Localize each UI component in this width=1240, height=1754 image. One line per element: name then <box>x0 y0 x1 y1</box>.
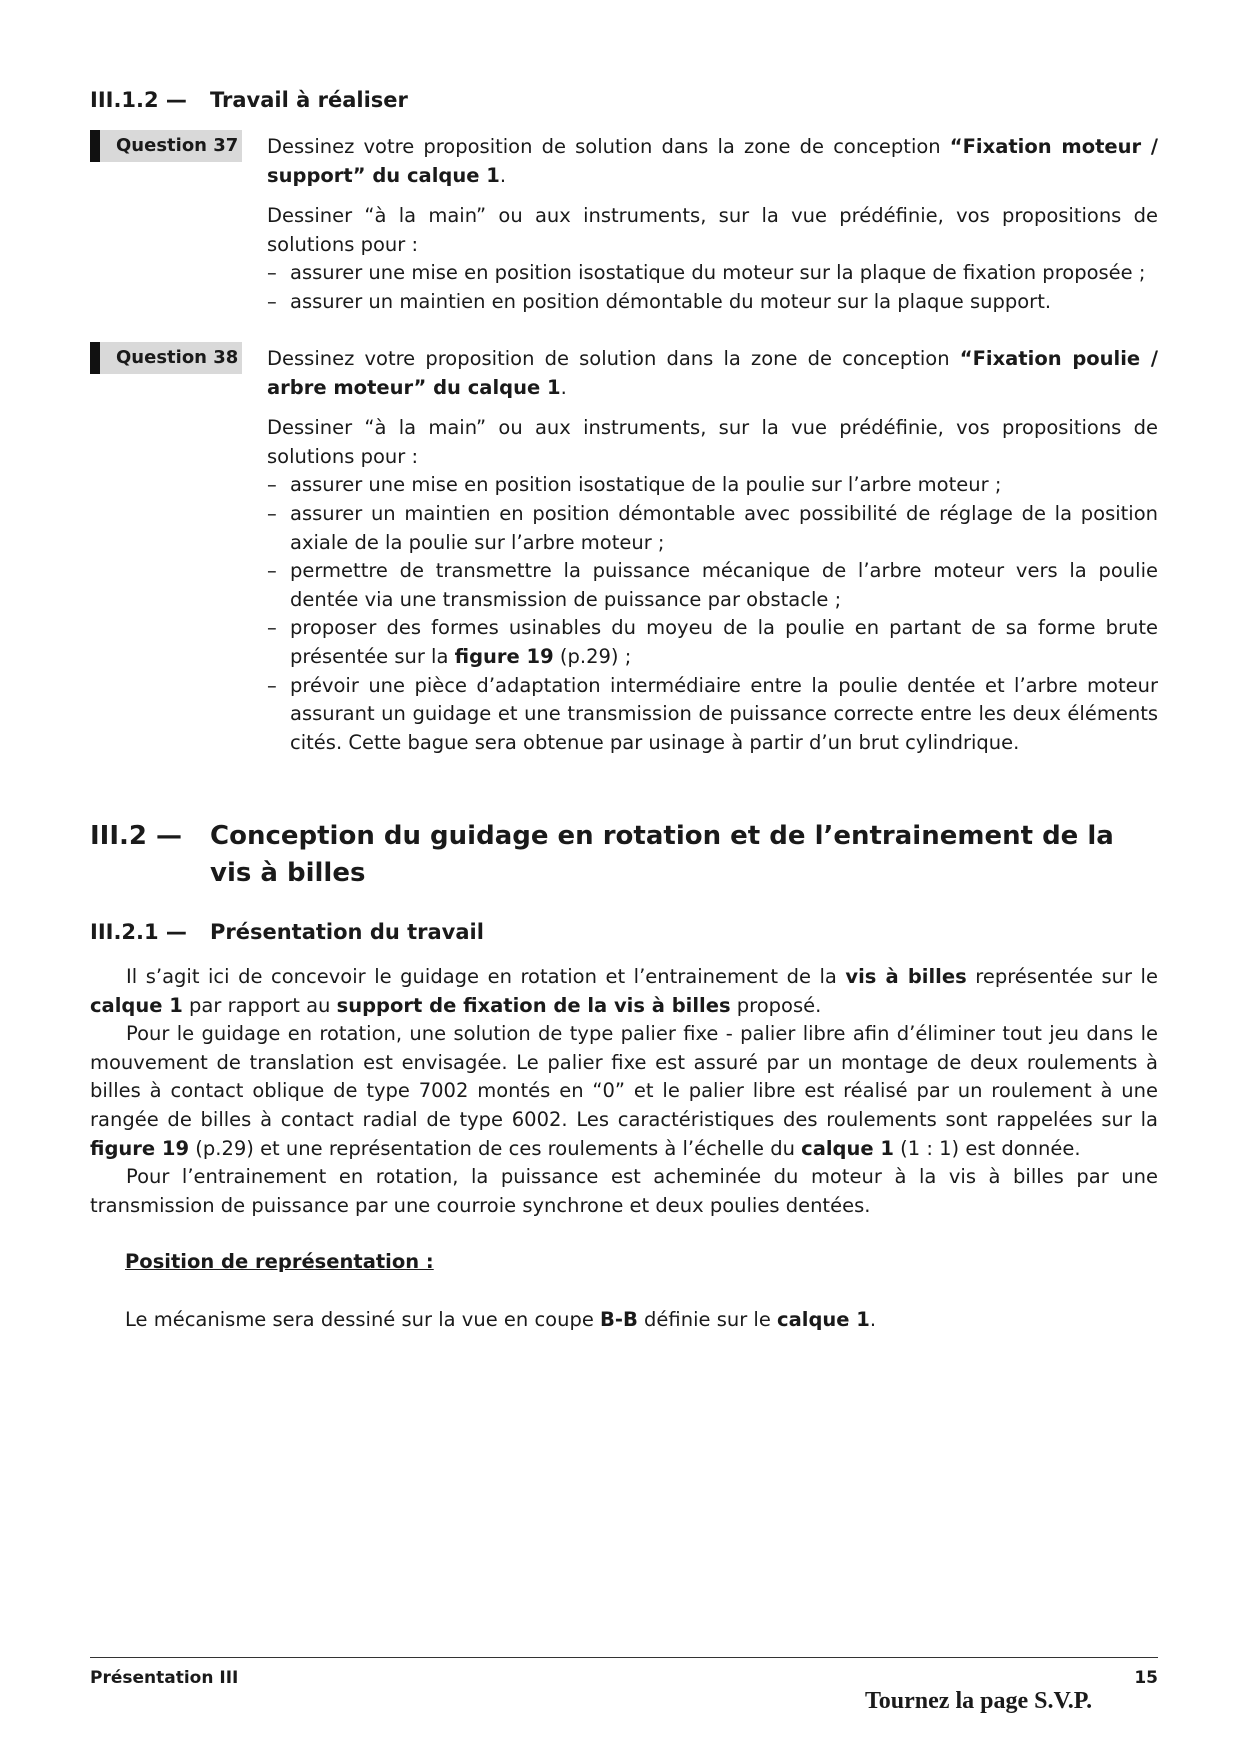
paragraph: Pour le guidage en rotation, une solution de type palier fixe - palier libre afin d’éliminer tout jeu dans le mouvement de translation est envisagée. Le palier fixe est assuré par un montage de deux roulements à billes à contact oblique de type 7002 montés en “0” et le palier libre est réalisé par un roulement à une rangée de billes à contact radial de type 6002. Les caractéristiques des roulements sont rappelées sur la figure 19 (p.29) et une représentation de ces roulements à l’échelle du calque 1 (1 : 1) est donnée. <box>90 1022 1158 1160</box>
footer-divider <box>90 1657 1158 1658</box>
question-38-label: Question 38 <box>90 342 242 374</box>
turn-page-note: Tournez la page S.V.P. <box>865 1688 1093 1714</box>
paragraph: Pour l’entrainement en rotation, la puissance est acheminée du moteur à la vis à billes par une transmission de puissance par une courroie synchrone et deux poulies dentées. <box>90 1165 1158 1217</box>
section-number: III.2 — <box>90 821 183 851</box>
position-text: Le mécanisme sera dessiné sur la vue en coupe B-B définie sur le calque 1. <box>125 1308 877 1331</box>
section-heading-conception <box>90 818 1158 892</box>
page-number: 15 <box>1134 1668 1158 1688</box>
list-item: – assurer un maintien en position démontable avec possibilité de réglage de la position axiale de la poulie sur l’arbre moteur ; <box>267 500 1158 557</box>
question-38-intro: Dessinez votre proposition de solution dans la zone de conception “Fixation poulie / arbre moteur” du calque 1. <box>267 347 1159 399</box>
subsection-heading-travail <box>90 88 408 112</box>
position-title: Position de représentation : <box>125 1250 434 1273</box>
question-38-body <box>267 345 1158 757</box>
question-38-lead: Dessiner “à la main” ou aux instruments, sur la vue prédéfinie, vos propositions de solutions pour : <box>267 416 1158 468</box>
list-item: – permettre de transmettre la puissance mécanique de l’arbre moteur vers la poulie dentée via une transmission de puissance par obstacle ; <box>267 557 1158 614</box>
subsection-number: III.2.1 — <box>90 920 187 944</box>
section-title: Conception du guidage en rotation et de l’entrainement de la vis à billes <box>210 821 1114 888</box>
subsection-number: III.1.2 — <box>90 88 187 112</box>
question-37-lead: Dessiner “à la main” ou aux instruments, sur la vue prédéfinie, vos propositions de solutions pour : <box>267 204 1158 256</box>
list-item: – prévoir une pièce d’adaptation intermédiaire entre la poulie dentée et l’arbre moteur assurant un guidage et une transmission de puissance correcte entre les deux éléments cités. Cette bague sera obtenue par usinage à partir d’un brut cylindrique. <box>267 672 1158 758</box>
list-item: – proposer des formes usinables du moyeu de la poulie en partant de sa forme brute présentée sur la figure 19 (p.29) ; <box>267 614 1158 671</box>
list-item: – assurer un maintien en position démontable du moteur sur la plaque support. <box>267 288 1158 317</box>
question-37-body <box>267 133 1158 317</box>
presentation-body <box>90 963 1158 1220</box>
subsection-heading-presentation <box>90 920 484 944</box>
footer-section-label: Présentation III <box>90 1668 239 1688</box>
subsection-title: Présentation du travail <box>210 920 484 944</box>
subsection-title: Travail à réaliser <box>210 88 408 112</box>
question-37-label: Question 37 <box>90 130 242 162</box>
list-item: – assurer une mise en position isostatique du moteur sur la plaque de fixation proposée ; <box>267 259 1158 288</box>
question-38-list <box>267 471 1158 757</box>
question-37-list <box>267 259 1158 316</box>
question-37-intro: Dessinez votre proposition de solution dans la zone de conception “Fixation moteur / support” du calque 1. <box>267 135 1158 187</box>
list-item: – assurer une mise en position isostatique de la poulie sur l’arbre moteur ; <box>267 471 1158 500</box>
paragraph: Il s’agit ici de concevoir le guidage en rotation et l’entrainement de la vis à billes représentée sur le calque 1 par rapport au support de fixation de la vis à billes proposé. <box>90 965 1158 1017</box>
